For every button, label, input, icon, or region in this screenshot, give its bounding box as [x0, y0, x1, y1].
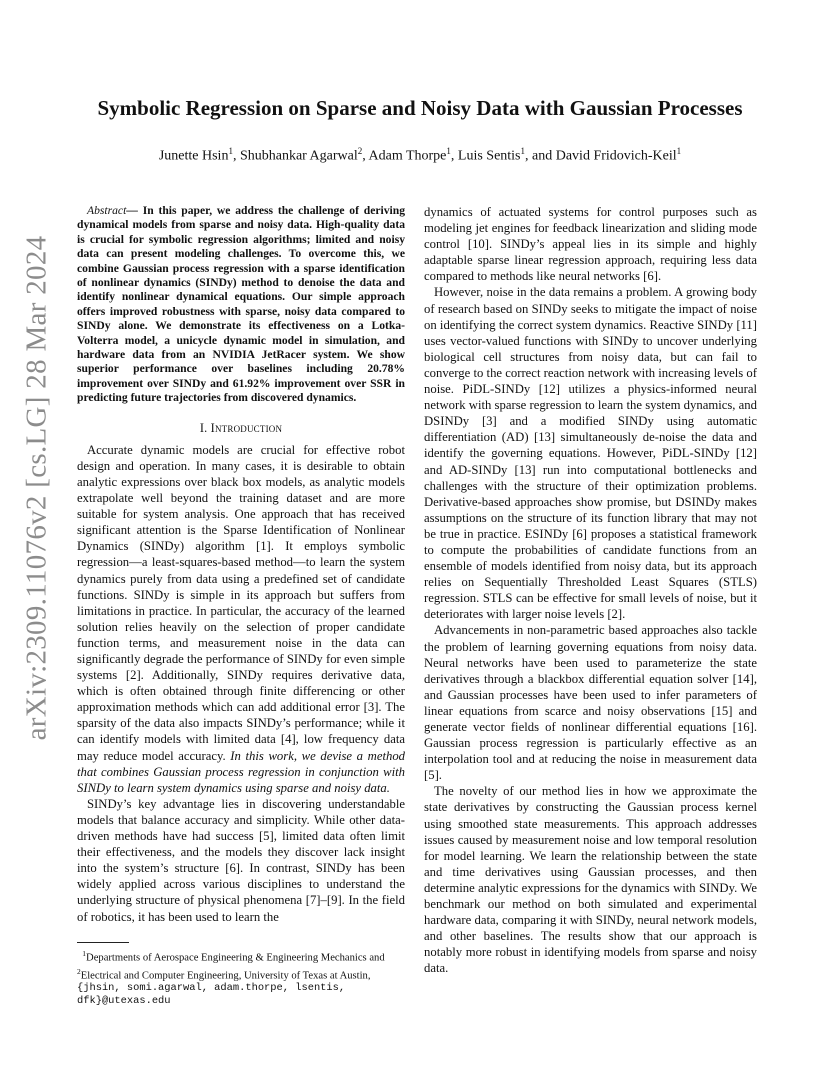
author-name: Luis Sentis: [457, 148, 521, 164]
affiliation-marker: 2: [357, 146, 363, 156]
abstract-text: — In this paper, we address the challenge of deriving dynamical models from sparse and noisy data. High-quality data is crucial for symbolic regression algorithms; limited and noisy data can present modeling challenges. To overcome this, we combine Gaussian process regression with a sparse identification of nonlinear dynamics (SINDy) method to denoise the data and identify nonlinear dynamical equations. Our simple approach offers improved robustness with sparse, noisy data compared to SINDy alone. We demonstrate its effectiveness on a Lotka-Volterra model, a unicycle dynamic model in simulation, and hardware data from an NVIDIA JetRacer system. We show superior performance over baselines including 20.78% improvement over SINDy and 61.92% improvement over SSR in predicting future trajectories from discovered dynamics.: [77, 204, 405, 405]
affiliation-marker: 2: [77, 966, 81, 976]
section-number: I.: [199, 420, 211, 435]
author-list: Junette Hsin$^1$, Shubhankar Agarwal$^2$, Adam Thorpe$^1$, Luis Sentis$^1$, and David Fridovich-Keil$^1$: [158, 146, 682, 164]
affiliation-text: Departments of Aerospace Engineering & Engineering Mechanics and: [86, 952, 385, 964]
arxiv-identifier: arXiv:2309.11076v2 [cs.LG] 28 Mar 2024: [20, 235, 53, 741]
abstract-label: Abstract: [87, 204, 127, 217]
affiliation-marker: 1: [676, 146, 682, 156]
intro-paragraph-5: The novelty of our method lies in how we approximate the state derivatives by constructing the Gaussian process kernel using smoothed state measurements. This approach addresses issues caused by measurement noise and low temporal resolution for model learning. We learn the relationship between the state and time derivatives using Gaussian processes, and then determine analytic expressions for the dynamics with SINDy. We benchmark our method on both simulated and experimental hardware data, comparing it with SINDy, neural network models, and other baselines. The results show that our approach is notably more robust in identifying models from sparse and noisy data.: [424, 784, 757, 976]
intro-paragraph-4: Advancements in non-parametric based approaches also tackle the problem of learning governing equations from noisy data. Neural networks have been used to parameterize the state derivatives through a blackbox differential equation solver [14], and Gaussian processes have been used to infer parameters of linear equations from scarce and noisy observations [15] and generate vector fields of nonlinear differential equations [16]. Gaussian process regression is particularly effective as an interpolation tool and at reducing the noise in measurement data [5].: [424, 623, 757, 783]
section-title: Introduction: [210, 420, 283, 435]
left-column: [77, 204, 405, 925]
contribution-statement: In this work, we devise a method that combines Gaussian process regression in conjunction with SINDy to learn system dynamics using sparse and noisy data.: [77, 748, 406, 795]
footnote-line: [77, 947, 407, 965]
affiliation-marker: 1: [446, 146, 451, 156]
author-name: Junette Hsin: [158, 148, 229, 164]
affiliation-footnote: [77, 942, 407, 1008]
paragraph-text: Accurate dynamic models are crucial for effective robot design and operation. In many cases, it is desirable to obtain analytic expressions over black box models, as analytic models extrapolate well beyond the training dataset and are more suitable for system analysis. One approach that has received significant attention is the Sparse Identification of Nonlinear Dynamics (SINDy) algorithm [1]. It employs symbolic regression—a least-squares-based method—to learn the system dynamics purely from data using a predefined set of candidate functions. SINDy is simple in its approach but suffers from limitations in practice. In particular, the accuracy of the learned solution relies heavily on the selection of proper candidate function terms, and measurement noise in the data can significantly degrade the performance of SINDy for even simple systems [2]. Additionally, SINDy requires derivative data, which is often obtained through finite differencing or other approximation methods which can add additional error [3]. The sparsity of the data also impacts SINDy’s performance; while it can identify models with limited data [4], low frequency data may reduce model accuracy.: [77, 442, 405, 763]
arxiv-sidebar-stamp: [20, 235, 53, 741]
paper-title: Symbolic Regression on Sparse and Noisy Data with Gaussian Processes: [97, 96, 743, 120]
affiliation-text: Electrical and Computer Engineering, University of Texas at Austin,: [80, 970, 371, 982]
author-emails: {jhsin, somi.agarwal, adam.thorpe, lsentis, dfk}@utexas.edu: [77, 982, 346, 1008]
author-name: Adam Thorpe: [368, 148, 447, 164]
section-heading-introduction: [77, 420, 405, 436]
intro-paragraph-2: SINDy’s key advantage lies in discovering understandable models that balance accuracy and simplicity. While other data-driven methods have had success [5], limited data often limit their effectiveness, and the models they discover lack insight into the system’s structure [6]. In contrast, SINDy has been widely applied across various disciplines to understand the underlying structure of physical phenomena [7]–[9]. In the field of robotics, it has been used to learn the: [77, 796, 405, 924]
footnote-line: [77, 965, 407, 983]
right-column: [424, 204, 757, 977]
abstract: [77, 204, 405, 406]
intro-paragraph-1: [77, 442, 405, 796]
intro-paragraph-3: However, noise in the data remains a problem. A growing body of research based on SINDy seeks to mitigate the impact of noise on identifying the correct system dynamics. Reactive SINDy [11] uses vector-valued functions with SINDy to uncover underlying biological cell structures from noisy data, but can fail to converge to the correct reaction network with increasing levels of noise. PiDL-SINDy [12] utilizes a physics-informed neural network with sparse regression to learn the system dynamics, and DSINDy [3] and a modified SINDy using automatic differentiation (AD) [13] simultaneously de-noise the data and identify the governing equations. However, PiDL-SINDy [12] and AD-SINDy [13] run into computational bottlenecks and challenges with the structure of their optimization problems. Derivative-based approaches show promise, but DSINDy makes assumptions on the structure of its function library that may not be true in practice. ESINDy [6] proposes a statistical framework to compute the probabilities of candidate functions from an ensemble of models identified from noisy data, but its approach relies on Sequentially Thresholded Least Squares (STLS) regression. STLS can be effective for small levels of noise, but it deteriorates with larger noise levels [2].: [424, 285, 757, 622]
affiliation-marker: 1: [228, 146, 233, 156]
author-name: and David Fridovich-Keil: [532, 148, 677, 164]
author-name: Shubhankar Agarwal: [239, 148, 358, 164]
affiliation-marker: 1: [520, 146, 526, 156]
intro-paragraph-2-continued: dynamics of actuated systems for control purposes such as modeling jet engines for feedback linearization and sliding mode control [10]. SINDy’s appeal lies in its simple and highly adaptable sparse linear regression approach, requiring less data compared to methods like neural networks [6].: [424, 205, 757, 284]
affiliation-marker: 1: [82, 949, 87, 958]
footnote-rule: [77, 942, 129, 943]
